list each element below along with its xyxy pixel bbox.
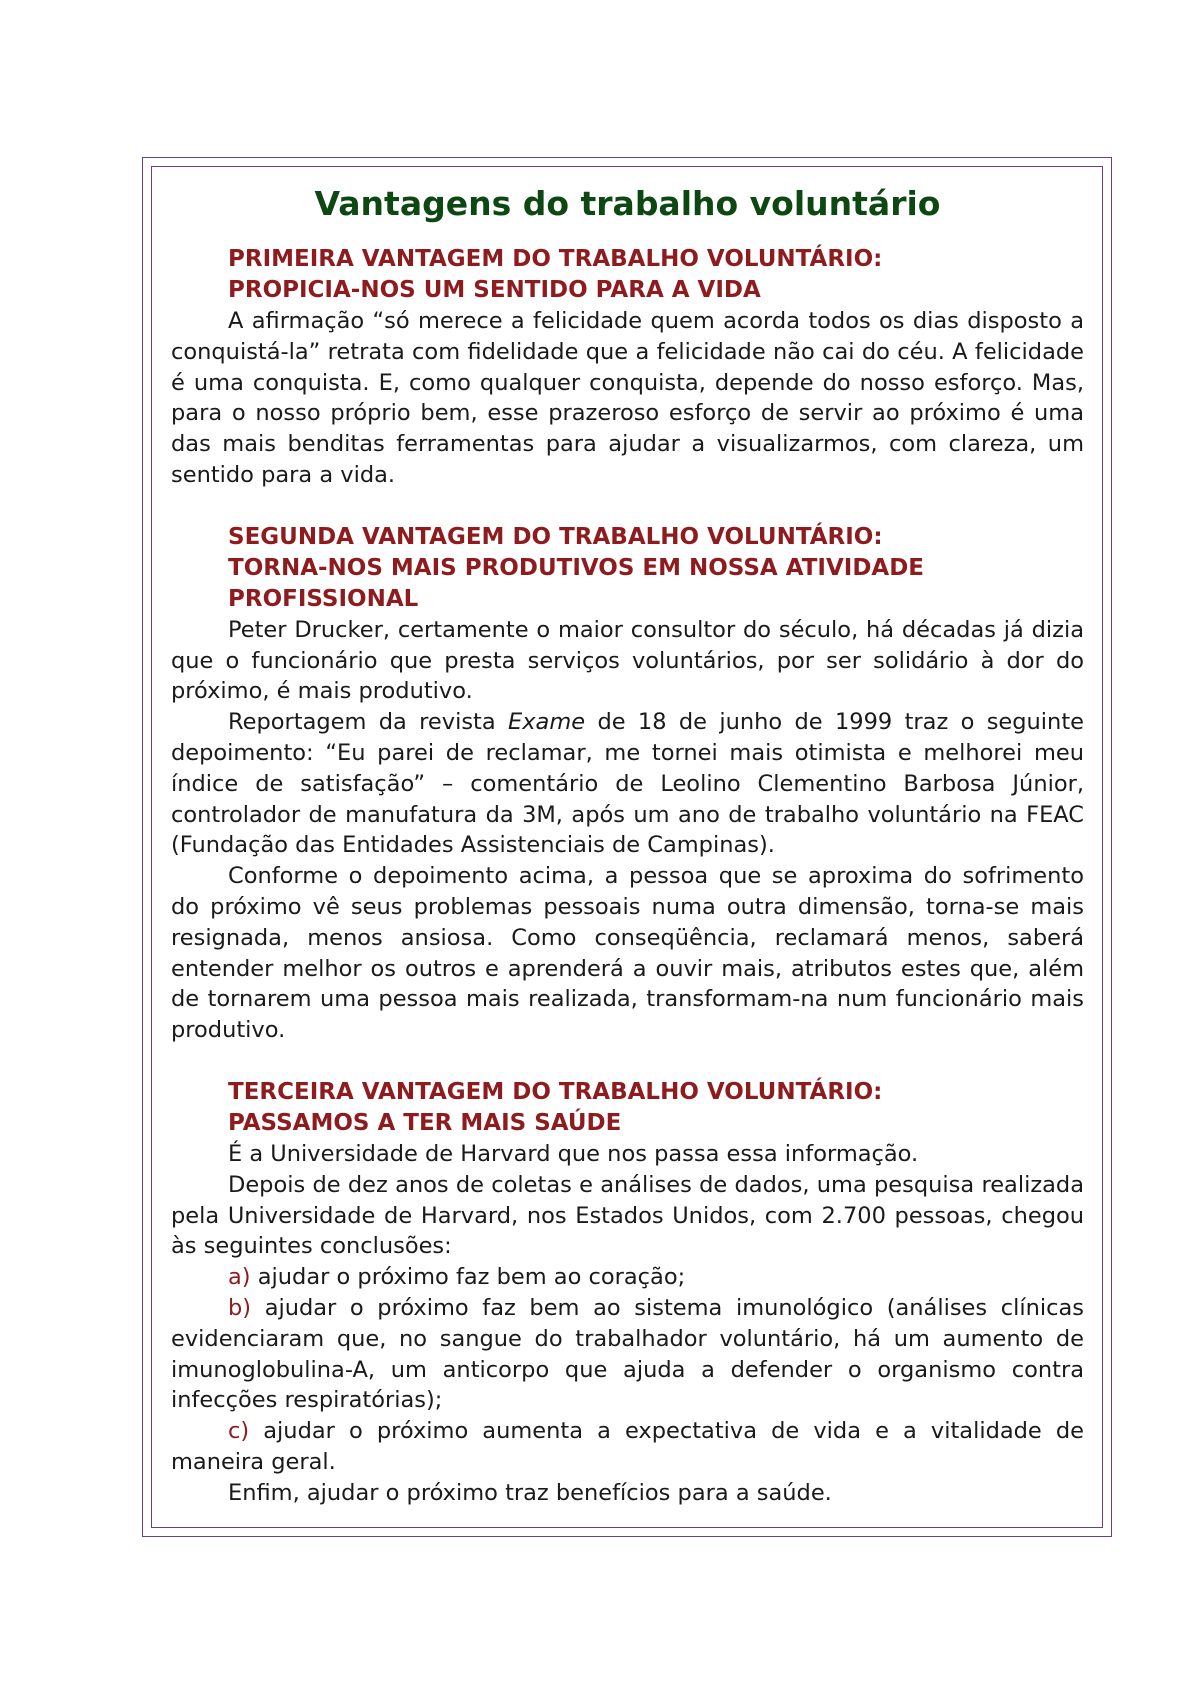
section-heading <box>171 244 1084 306</box>
heading-line: PROPICIA-NOS UM SENTIDO PARA A VIDA <box>228 277 761 303</box>
list-marker: a) <box>228 1264 251 1291</box>
paragraph: Conforme o depoimento acima, a pessoa que se aproxima do sofrimento do próximo vê seus problemas pessoais numa outra dimensão, torna-se mais resignada, menos ansiosa. Como conseqüência, reclamará menos, saberá entender melhor os outros e aprenderá a ouvir mais, atributos estes que, além de tornarem uma pessoa mais realizada, transformam-na num funcionário mais produtivo. <box>171 863 1084 1044</box>
text-run: Reportagem da revista <box>228 709 509 736</box>
list-text: ajudar o próximo faz bem ao coração; <box>257 1264 686 1291</box>
paragraph <box>171 707 1084 861</box>
section-heading <box>171 1077 1084 1139</box>
heading-line: PASSAMOS A TER MAIS SAÚDE <box>228 1109 622 1136</box>
heading-line: PRIMEIRA VANTAGEM DO TRABALHO VOLUNTÁRIO: <box>228 246 883 272</box>
paragraph: Peter Drucker, certamente o maior consultor do século, há décadas já dizia que o funcionário que presta serviços voluntários, por ser solidário à dor do próximo, é mais produtivo. <box>171 616 1084 705</box>
article <box>171 172 1084 1509</box>
list-item <box>171 1416 1084 1478</box>
list-item <box>171 1262 1084 1293</box>
section-first-advantage <box>171 244 1084 491</box>
list-marker: c) <box>228 1418 250 1445</box>
text-run: de 18 de junho de 1999 traz o seguinte depoimento: “Eu parei de reclamar, me tornei mais otimista e melhorei meu índice de satisfação” – comentário de Leolino Clementino Barbosa Júnior, controlador de manufatura da 3M, após um ano de trabalho voluntário na FEAC (Fundação das Entidades Assistenciais de Campinas). <box>171 709 1084 859</box>
page-title: Vantagens do trabalho voluntário <box>314 184 941 223</box>
section-second-advantage <box>171 522 1084 1046</box>
heading-line: SEGUNDA VANTAGEM DO TRABALHO VOLUNTÁRIO: <box>228 523 883 550</box>
heading-line: TERCEIRA VANTAGEM DO TRABALHO VOLUNTÁRIO: <box>228 1078 883 1105</box>
magazine-name: Exame <box>508 709 586 736</box>
paragraph: A afirmação “só merece a felicidade quem acorda todos os dias disposto a conquistá-la” retrata com fidelidade que a felicidade não cai do céu. A felicidade é uma conquista. E, como qualquer conquista, depende do nosso esforço. Mas, para o nosso próprio bem, esse prazeroso esforço de servir ao próximo é uma das mais benditas ferramentas para ajudar a visualizarmos, com clareza, um sentido para a vida. <box>171 308 1084 488</box>
list-marker: b) <box>228 1294 252 1321</box>
section-third-advantage <box>171 1077 1084 1509</box>
paragraph: Enfim, ajudar o próximo traz benefícios para a saúde. <box>228 1479 832 1506</box>
heading-line: PROFISSIONAL <box>228 585 419 612</box>
section-heading <box>171 522 1084 615</box>
heading-line: TORNA-NOS MAIS PRODUTIVOS EM NOSSA ATIVIDADE <box>228 554 925 581</box>
list-text: ajudar o próximo aumenta a expectativa de vida e a vitalidade de maneira geral. <box>171 1418 1085 1475</box>
paragraph: Depois de dez anos de coletas e análises de dados, uma pesquisa realizada pela Universidade de Harvard, nos Estados Unidos, com 2.700 pessoas, chegou às seguintes conclusões: <box>171 1171 1084 1260</box>
list-text: ajudar o próximo faz bem ao sistema imunológico (análises clínicas evidenciaram que, no sangue do trabalhador voluntário, há um aumento de imunoglobulina-A, um anticorpo que ajuda a defender o organismo contra infecções respiratórias); <box>171 1294 1084 1414</box>
list-item <box>171 1293 1084 1416</box>
paragraph: É a Universidade de Harvard que nos passa essa informação. <box>228 1140 919 1167</box>
